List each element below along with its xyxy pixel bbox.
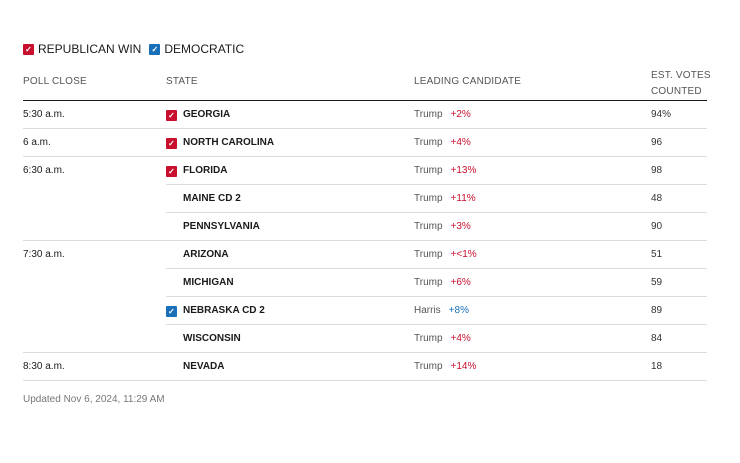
leading-candidate-cell [414,101,471,129]
state-name: FLORIDA [183,165,228,176]
state-name: GEORGIA [183,109,231,120]
poll-close-time: 6:30 a.m. [23,165,65,176]
est-votes-counted: 84 [651,333,663,344]
poll-close-time: 5:30 a.m. [23,109,65,120]
est-votes-counted: 96 [651,137,663,148]
table-row [0,297,740,325]
candidate-name: Harris [414,305,441,316]
table-row [0,241,740,269]
table-row [0,129,740,157]
state-cell [166,241,229,269]
est-votes-counted: 94% [651,109,672,120]
state-cell [166,129,274,157]
poll-close-time: 6 a.m. [23,137,51,148]
lead-margin: +4% [450,333,471,344]
column-header-leading-candidate: LEADING CANDIDATE [414,76,522,87]
republican-check-icon: ✓ [166,138,177,149]
candidate-name: Trump [414,193,443,204]
lead-margin: +3% [450,221,471,232]
candidate-name: Trump [414,249,443,260]
table-row [0,353,740,381]
lead-margin: +13% [450,165,477,176]
legend-label: REPUBLICAN WIN [38,42,142,56]
est-votes-counted: 90 [651,221,663,232]
leading-candidate-cell [414,213,471,241]
leading-candidate-cell [414,129,471,157]
state-name: WISCONSIN [183,333,241,344]
state-name: MAINE CD 2 [183,193,241,204]
est-votes-counted: 51 [651,249,663,260]
state-name: PENNSYLVANIA [183,221,260,232]
lead-margin: +4% [450,137,471,148]
leading-candidate-cell [414,325,471,353]
column-header-poll-close: POLL CLOSE [23,76,87,87]
republican-check-icon: ✓ [166,110,177,121]
state-cell [166,213,260,241]
legend-item-republican [23,42,141,56]
column-header-line: COUNTED [651,86,702,97]
candidate-name: Trump [414,333,443,344]
leading-candidate-cell [414,297,469,325]
est-votes-counted: 48 [651,193,663,204]
lead-margin: +14% [450,361,477,372]
leading-candidate-cell [414,157,476,185]
lead-margin: +8% [448,305,469,316]
lead-margin: +<1% [450,249,477,260]
state-cell [166,185,241,213]
candidate-name: Trump [414,137,443,148]
state-cell [166,157,227,185]
table-row [0,101,740,129]
lead-margin: +2% [450,109,471,120]
legend-item-democratic [149,42,244,56]
lead-margin: +11% [450,193,476,204]
poll-close-time: 8:30 a.m. [23,361,65,372]
updated-timestamp: Updated Nov 6, 2024, 11:29 AM [23,394,165,405]
legend-label: DEMOCRATIC [164,42,245,56]
leading-candidate-cell [414,185,476,213]
est-votes-counted: 89 [651,305,663,316]
candidate-name: Trump [414,165,443,176]
state-cell [166,353,224,381]
candidate-name: Trump [414,109,443,120]
republican-check-icon: ✓ [166,166,177,177]
est-votes-counted: 59 [651,277,663,288]
candidate-name: Trump [414,361,443,372]
lead-margin: +6% [450,277,471,288]
column-header-state: STATE [166,76,198,87]
republican-check-icon: ✓ [23,44,34,55]
state-name: NORTH CAROLINA [183,137,275,148]
table-row [0,325,740,353]
leading-candidate-cell [414,241,477,269]
state-cell [166,269,234,297]
democratic-check-icon: ✓ [149,44,160,55]
state-name: MICHIGAN [183,277,234,288]
leading-candidate-cell [414,269,471,297]
state-name: NEVADA [183,361,225,372]
table-row [0,213,740,241]
leading-candidate-cell [414,353,476,381]
state-cell [166,325,241,353]
state-name: NEBRASKA CD 2 [183,305,265,316]
state-cell [166,297,265,325]
candidate-name: Trump [414,221,443,232]
candidate-name: Trump [414,277,443,288]
column-header-est-votes [651,68,711,100]
column-header-line: EST. VOTES [651,70,711,81]
poll-close-time: 7:30 a.m. [23,249,65,260]
state-name: ARIZONA [183,249,229,260]
table-row [0,185,740,213]
est-votes-counted: 98 [651,165,663,176]
est-votes-counted: 18 [651,361,663,372]
legend [23,42,252,56]
table-row [0,157,740,185]
table-row [0,269,740,297]
state-cell [166,101,230,129]
democratic-check-icon: ✓ [166,306,177,317]
